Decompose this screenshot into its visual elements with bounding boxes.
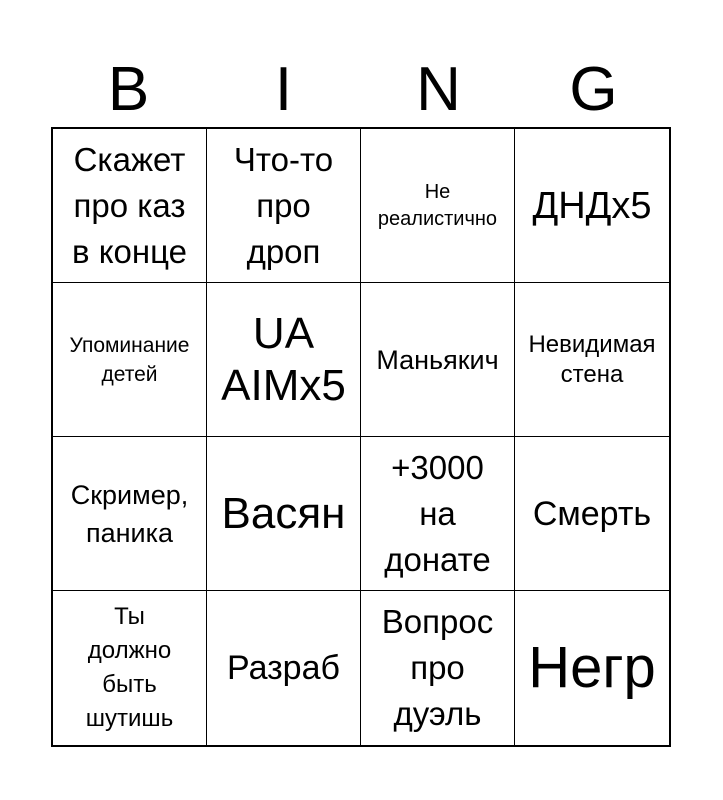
header-letter-g: G [569,55,618,124]
bingo-cell-4-4[interactable] [515,591,669,745]
header-letter-n: N [416,55,461,124]
bingo-cell-3-2[interactable] [207,437,361,591]
cell-text: Упоминание детей [69,333,190,386]
cell-text: Невидимая стена [528,330,656,388]
cell-text: ДНДх5 [532,184,652,227]
cell-text: Маньякич [376,344,499,375]
cell-text: Скажет про каз в конце [72,140,187,270]
bingo-cell-2-1[interactable] [53,283,207,437]
cell-text: +3000 на донате [384,448,491,578]
bingo-board [51,127,671,747]
cell-text: UA AIMx5 [221,308,346,410]
bingo-cell-2-2[interactable] [207,283,361,437]
bingo-cell-2-3[interactable] [361,283,515,437]
bingo-cell-3-3[interactable] [361,437,515,591]
cell-text: Вопрос про дуэль [381,603,494,732]
cell-text: Скример, паника [70,479,189,548]
cell-text: Ты должно быть шутишь [85,603,174,732]
bingo-cell-4-2[interactable] [207,591,361,745]
bingo-cell-1-2[interactable] [207,129,361,283]
cell-text: Не реалистично [377,180,498,230]
bingo-cell-1-1[interactable] [53,129,207,283]
bingo-cell-2-4[interactable] [515,283,669,437]
cell-text: Что-то про дроп [233,140,334,270]
cell-text: Разраб [227,649,340,687]
cell-text: Васян [221,488,346,538]
bingo-cell-4-3[interactable] [361,591,515,745]
bingo-header [51,52,671,128]
bingo-cell-3-1[interactable] [53,437,207,591]
cell-text: Негр [528,635,656,700]
cell-text: Смерть [532,494,652,533]
header-letter-b: B [107,55,150,124]
bingo-cell-3-4[interactable] [515,437,669,591]
header-letter-i: I [274,55,293,124]
bingo-cell-1-3[interactable] [361,129,515,283]
bingo-cell-1-4[interactable] [515,129,669,283]
bingo-cell-4-1[interactable] [53,591,207,745]
